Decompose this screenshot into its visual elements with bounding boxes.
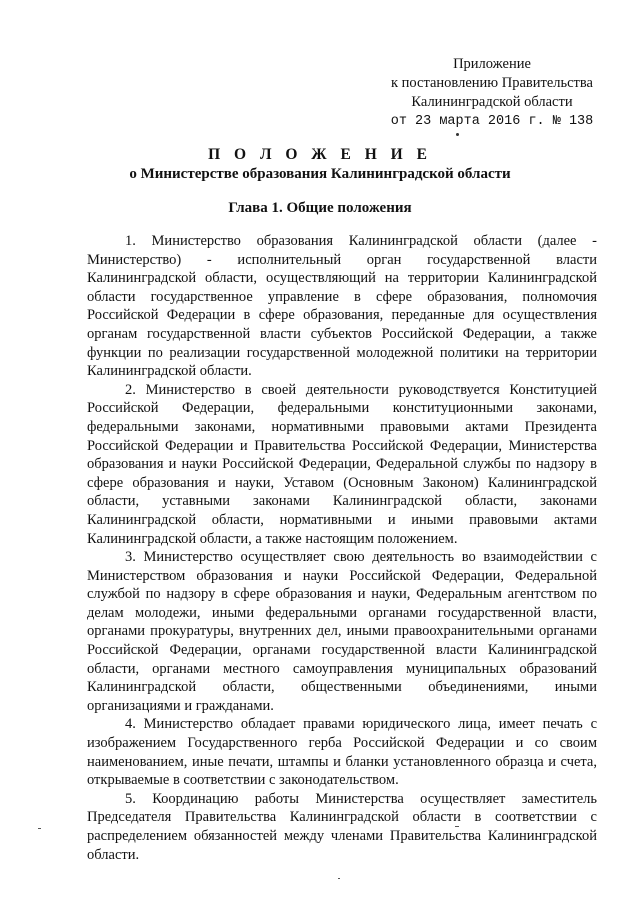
chapter-heading: Глава 1. Общие положения [228,200,412,216]
paragraph-2: 2. Министерство в своей деятельности руководствуется Конституцией Российской Федерации, федеральными конституционными законами, федеральными законами, нормативными правовыми актами Президента Российской Федерации и Правительства Российской Федерации, Министерства образования и науки Российской Федерации, Федеральной службы по надзору в сфере образования и науки, Уставом (Основным Законом) Калининградской области, уставными законами Калининградской области, законами Калининградской области, нормативными и иными правовыми актами Калининградской области, а также настоящим положением. [87,381,597,547]
paragraph-1: 1. Министерство образования Калининградской области (далее - Министерство) - исполнительный орган государственной власти Калининградской области, осуществляющий на территории Калининградской области государственное управление в сфере образования, полномочия Российской Федерации в сфере образования, переданные для осуществления органам государственной власти субъектов Российской Федерации, а также функции по реализации государственной молодежной политики на территории Калининградской области. [87,233,597,380]
paragraph-4: 4. Министерство обладает правами юридического лица, имеет печать с изображением Государственного герба Российской Федерации и со своим наименованием, иные печати, штампы и бланки установленного образца и счета, открываемые в соответствии с законодательством. [87,716,597,789]
annex-decree-line: к постановлению Правительства [391,75,593,91]
annex-date-number: от 23 марта 2016 г. № 138 [390,114,594,129]
paragraph-3: 3. Министерство осуществляет свою деятельность во взаимодействии с Министерством образования и науки Российской Федерации, Федеральной службой по надзору в сфере образования и науки, Федеральным агентством по делам молодежи, иными федеральными органами государственной власти, органами прокуратуры, внутренних дел, иными правоохранительными органами Российской Федерации, органами государственной власти Калининградской области, органами местного самоуправления муниципальных образований Калининградской области, общественными объединениями, иными организациями и гражданами. [87,549,597,714]
document-body [87,232,597,864]
annex-title: Приложение [453,56,531,72]
annex-region-line: Калининградской области [411,94,573,110]
paragraph-5: 5. Координацию работы Министерства осуществляет заместитель Председателя Правительства Калининградской области в соответствии с распределением обязанностей между членами Правительства Калининградской области. [87,790,597,863]
document-title: П О Л О Ж Е Н И Е [208,146,432,163]
scan-speck [456,133,459,136]
scan-speck [338,878,340,879]
document-subtitle: о Министерстве образования Калининградской области [129,166,511,182]
scan-speck [455,826,459,827]
annex-block [372,55,612,131]
scan-speck [38,828,41,829]
